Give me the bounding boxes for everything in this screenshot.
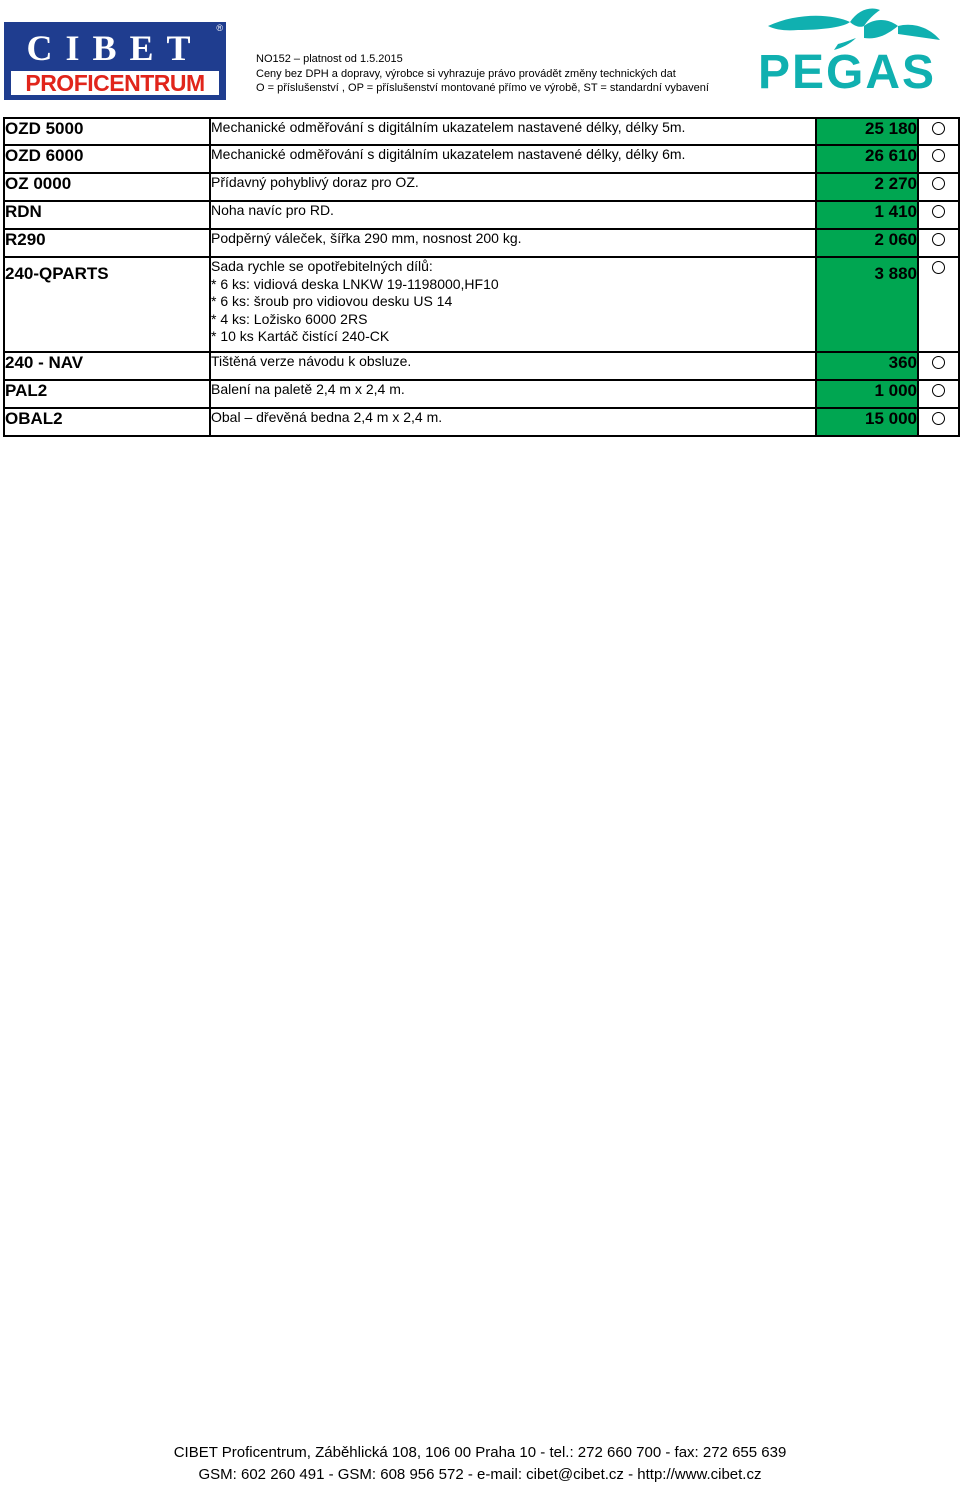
product-code: RDN xyxy=(4,201,210,229)
price-list-validity: NO152 – platnost od 1.5.2015 xyxy=(256,53,403,65)
cibet-proficentrum-logo xyxy=(4,22,226,100)
product-price: 360 xyxy=(816,352,918,380)
table-row xyxy=(4,352,959,380)
description-line: Sada rychle se opotřebitelných dílů: xyxy=(211,258,433,274)
description-line: Podpěrný váleček, šířka 290 mm, nosnost 200 kg. xyxy=(211,230,522,246)
price-table-body xyxy=(4,118,959,436)
accessory-type-cell xyxy=(918,145,959,173)
table-row xyxy=(4,173,959,201)
product-price: 3 880 xyxy=(816,257,918,352)
description-line: Mechanické odměřování s digitálním ukazatelem nastavené délky, délky 5m. xyxy=(211,119,686,135)
accessory-type-cell xyxy=(918,201,959,229)
accessories-price-table xyxy=(3,117,960,437)
company-contact-footer xyxy=(0,1442,960,1485)
pegas-logo xyxy=(738,4,956,99)
legend-abbreviations: O = příslušenství , OP = příslušenství montované přímo ve výrobě, ST = standardní vybavení xyxy=(256,82,709,94)
accessory-circle-icon xyxy=(932,149,945,162)
description-line: * 10 ks Kartáč čistící 240-CK xyxy=(211,328,390,344)
accessory-circle-icon xyxy=(932,384,945,397)
product-description xyxy=(210,145,816,173)
product-code: OZ 0000 xyxy=(4,173,210,201)
product-description xyxy=(210,352,816,380)
product-description xyxy=(210,408,816,436)
product-price: 1 410 xyxy=(816,201,918,229)
accessory-type-cell xyxy=(918,173,959,201)
price-list-header-info xyxy=(256,52,709,96)
product-description xyxy=(210,118,816,145)
description-line: Balení na paletě 2,4 m x 2,4 m. xyxy=(211,381,405,397)
product-price: 2 060 xyxy=(816,229,918,257)
table-row xyxy=(4,145,959,173)
product-code: 240 - NAV xyxy=(4,352,210,380)
product-description xyxy=(210,229,816,257)
table-row xyxy=(4,118,959,145)
product-description xyxy=(210,257,816,352)
cibet-logo-word: CIBET xyxy=(26,28,204,68)
pegas-logo-word: PEGAS xyxy=(757,46,937,99)
product-price: 15 000 xyxy=(816,408,918,436)
accessory-type-cell xyxy=(918,229,959,257)
accessory-circle-icon xyxy=(932,412,945,425)
product-price: 26 610 xyxy=(816,145,918,173)
product-code: OZD 6000 xyxy=(4,145,210,173)
accessory-type-cell xyxy=(918,408,959,436)
product-description xyxy=(210,380,816,408)
footer-contact-line: GSM: 602 260 491 - GSM: 608 956 572 - e-mail: cibet@cibet.cz - http://www.cibet.cz xyxy=(198,1465,762,1483)
accessory-type-cell xyxy=(918,380,959,408)
description-line: Mechanické odměřování s digitálním ukazatelem nastavené délky, délky 6m. xyxy=(211,146,686,162)
accessory-circle-icon xyxy=(932,261,945,274)
product-code: PAL2 xyxy=(4,380,210,408)
accessory-circle-icon xyxy=(932,122,945,135)
product-description xyxy=(210,173,816,201)
accessory-circle-icon xyxy=(932,233,945,246)
cibet-logo-tagline: PROFICENTRUM xyxy=(11,71,219,95)
description-line: Tištěná verze návodu k obsluze. xyxy=(211,353,412,369)
table-row xyxy=(4,257,959,352)
accessory-type-cell xyxy=(918,352,959,380)
accessory-circle-icon xyxy=(932,177,945,190)
product-code: OZD 5000 xyxy=(4,118,210,145)
price-conditions: Ceny bez DPH a dopravy, výrobce si vyhrazuje právo provádět změny technických dat xyxy=(256,67,676,80)
footer-address-line: CIBET Proficentrum, Záběhlická 108, 106 00 Praha 10 - tel.: 272 660 700 - fax: 272 655 639 xyxy=(173,1444,787,1461)
accessory-type-cell xyxy=(918,118,959,145)
table-row xyxy=(4,408,959,436)
description-line: * 6 ks: vidiová deska LNKW 19-1198000,HF10 xyxy=(211,275,499,292)
product-code: OBAL2 xyxy=(4,408,210,436)
description-line: Noha navíc pro RD. xyxy=(211,202,334,218)
description-line: * 4 ks: Ložisko 6000 2RS xyxy=(211,310,368,327)
accessory-type-cell xyxy=(918,257,959,352)
accessory-circle-icon xyxy=(932,356,945,369)
product-code: 240-QPARTS xyxy=(4,257,210,352)
registered-mark: ® xyxy=(216,23,223,33)
product-price: 2 270 xyxy=(816,173,918,201)
table-row xyxy=(4,380,959,408)
product-description xyxy=(210,201,816,229)
description-line: Obal – dřevěná bedna 2,4 m x 2,4 m. xyxy=(211,409,443,425)
table-row xyxy=(4,201,959,229)
description-line: * 6 ks: šroub pro vidiovou desku US 14 xyxy=(211,293,453,309)
table-row xyxy=(4,229,959,257)
accessory-circle-icon xyxy=(932,205,945,218)
product-price: 1 000 xyxy=(816,380,918,408)
description-line: Přídavný pohyblivý doraz pro OZ. xyxy=(211,174,419,190)
product-code: R290 xyxy=(4,229,210,257)
product-price: 25 180 xyxy=(816,118,918,145)
